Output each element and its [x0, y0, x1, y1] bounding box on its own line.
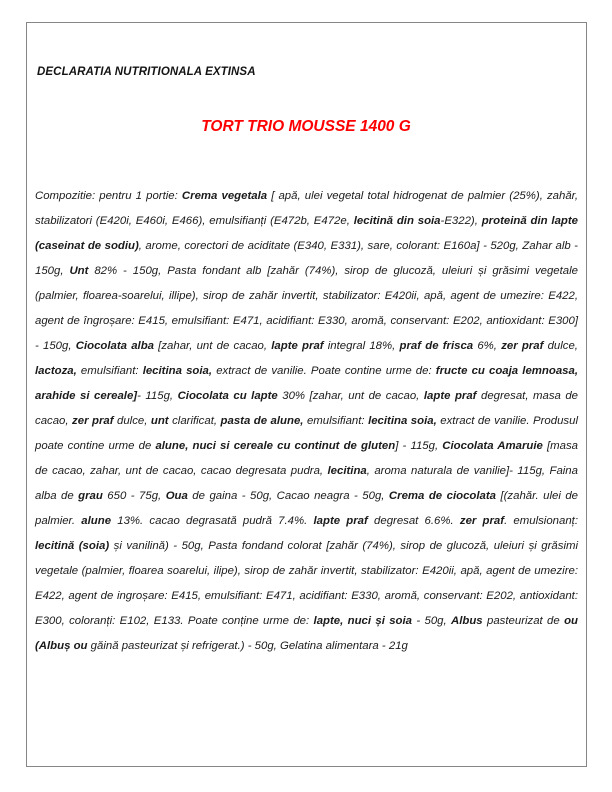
composition-paragraph: Compozitie: pentru 1 portie: Crema vegetala [ apă, ulei vegetal total hidrogenat de palmier (25%), zahăr, stabilizatori (E420i, E460i, E466), emulsifianți (E472b, E472e, lecitină din soia-E322), proteină din lapte (caseinat de sodiu), arome, corectori de aciditate (E340, E331), sare, colorant: E160a] - 520g, Zahar alb - 150g, Unt 82% - 150g, Pasta fondant alb [zahăr (74%), sirop de glucoză, uleiuri și grăsimi vegetale (palmier, floarea-soarelui, illipe), sirop de zahăr invertit, stabilizator: E420ii, apă, agent de umezire: E422, agent de îngroșare: E415, emulsifiant: E471, acidifiant: E330, aromă, conservant: E202, antioxidant: E300] - 150g, Ciocolata alba [zahar, unt de cacao, lapte praf integral 18%, praf de frisca 6%, zer praf dulce, lactoza, emulsifiant: lecitina soia, extract de vanilie. Poate contine urme de: fructe cu coaja lemnoasa, arahide si cereale]- 115g, Ciocolata cu lapte 30% [zahar, unt de cacao, lapte praf degresat, masa de cacao, zer praf dulce, unt clarificat, pasta de alune, emulsifiant: lecitina soia, extract de vanilie. Produsul poate contine urme de alune, nuci si cereale cu continut de gluten] - 115g, Ciocolata Amaruie [masa de cacao, zahar, unt de cacao, cacao degresata pudra, lecitina, aroma naturala de vanilie]- 115g, Faina alba de grau 650 - 75g, Oua de gaina - 50g, Cacao neagra - 50g, Crema de ciocolata [(zahăr. ulei de palmier. alune 13%. cacao degrasată pudră 7.4%. lapte praf degresat 6.6%. zer praf. emulsionanț: lecitină (soia) și vanilină) - 50g, Pasta fondand colorat [zahăr (74%), sirop de glucoză, uleiuri și grăsimi vegetale (palmier, floarea soarelui, ilipe), sirop de zahăr invertit, stabilizator: E420ii, apă, agent de umezire: E422, agent de ingroșare: E415, emulsifiant: E471, acidifiant: E330, aromă, conservant: E202, antioxidant: E300, coloranți: E102, E133. Poate conține urme de: lapte, nuci și soia - 50g, Albus pasteurizat de ou (Albuș ou găină pasteurizat și refrigerat.) - 50g, Gelatina alimentara - 21g [35, 190, 579, 652]
product-title: TORT TRIO MOUSSE 1400 G [201, 118, 411, 135]
document-heading: DECLARATIA NUTRITIONALA EXTINSA [37, 66, 256, 78]
